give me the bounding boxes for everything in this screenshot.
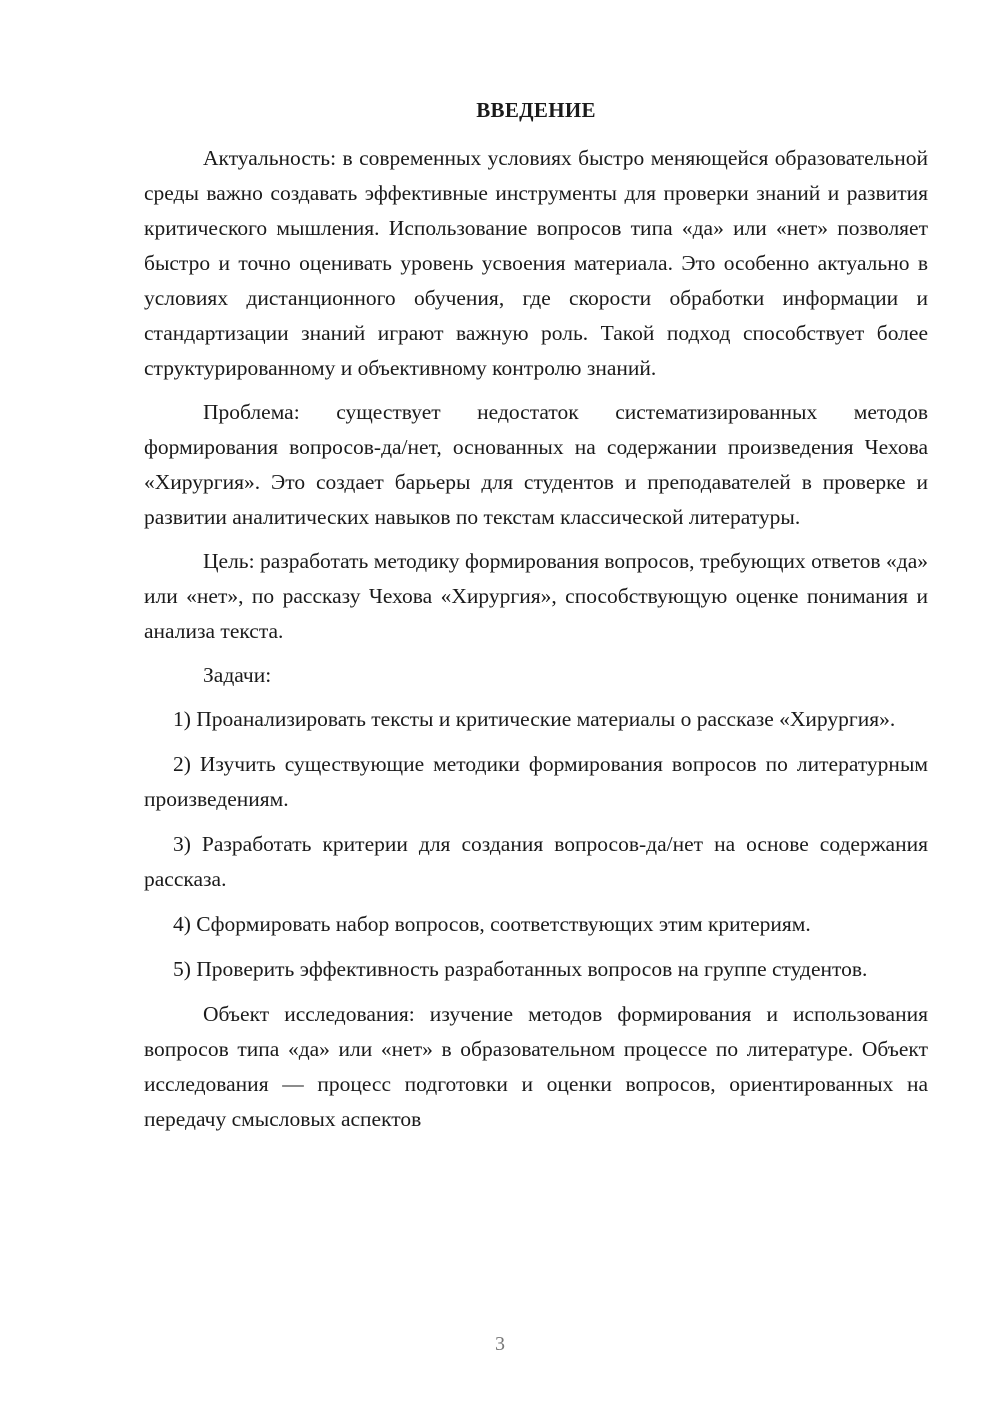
task-item-4: 4) Сформировать набор вопросов, соответствующих этим критериям.	[173, 912, 811, 936]
task-item-2: 2) Изучить существующие методики формирования вопросов по литературным произведениям.	[144, 752, 928, 811]
section-heading: ВВЕДЕНИЕ	[476, 98, 596, 122]
paragraph-relevance: Актуальность: в современных условиях быстро меняющейся образовательной среды важно создавать эффективные инструменты для проверки знаний и развития критического мышления. Использование вопросов типа «да» или «нет» позволяет быстро и точно оценивать уровень усвоения материала. Это особенно актуально в условиях дистанционного обучения, где скорости обработки информации и стандартизации знаний играют важную роль. Такой подход способствует более структурированному и объективному контролю знаний.	[144, 146, 928, 380]
paragraph-object: Объект исследования: изучение методов формирования и использования вопросов типа «да» или «нет» в образовательном процессе по литературе. Объект исследования — процесс подготовки и оценки вопросов, ориентированных на передачу смысловых аспектов	[144, 1002, 928, 1131]
paragraph-problem: Проблема: существует недостаток систематизированных методов формирования вопросов-да/нет, основанных на содержании произведения Чехова «Хирургия». Это создает барьеры для студентов и преподавателей в проверке и развитии аналитических навыков по текстам классической литературы.	[144, 400, 928, 529]
paragraph-goal: Цель: разработать методику формирования вопросов, требующих ответов «да» или «нет», по рассказу Чехова «Хирургия», способствующую оценке понимания и анализа текста.	[144, 549, 928, 643]
task-item-1: 1) Проанализировать тексты и критические материалы о рассказе «Хирургия».	[173, 707, 896, 731]
document-body	[144, 141, 928, 1146]
task-item-3: 3) Разработать критерии для создания вопросов-да/нет на основе содержания рассказа.	[144, 832, 928, 891]
document-page	[144, 0, 928, 1414]
tasks-label: Задачи:	[203, 663, 272, 687]
page-number: 3	[495, 1333, 505, 1355]
task-item-5: 5) Проверить эффективность разработанных вопросов на группе студентов.	[173, 957, 868, 981]
